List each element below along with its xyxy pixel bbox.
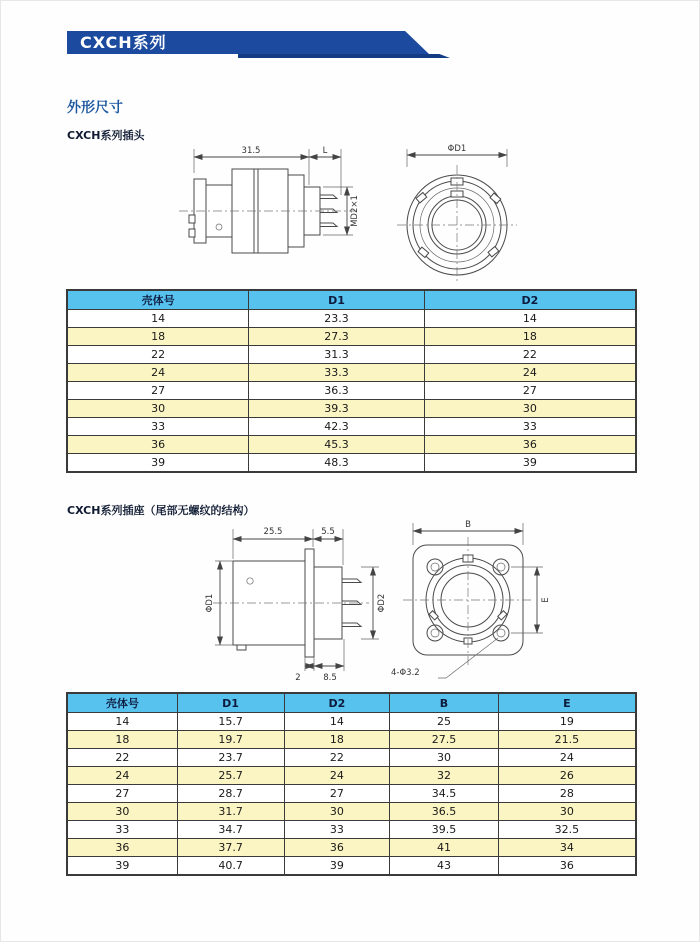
table-cell: 27 [67,382,249,400]
table-cell: 18 [67,328,249,346]
table-cell: 27.5 [390,731,499,749]
socket-dimension-table [66,692,637,876]
table-cell: 36.5 [390,803,499,821]
mount-holes-callout: 4-Φ3.2 [391,668,420,678]
table-row [67,364,636,382]
dim-rear-diameter: ΦD2 [377,593,387,613]
table-cell: 36 [498,857,636,876]
table-cell: 30 [390,749,499,767]
table-cell: 27 [424,382,636,400]
table-cell: 39 [67,454,249,473]
table-row [67,713,636,731]
table-row [67,839,636,857]
dim-hole-span: E [541,597,551,603]
table-cell: 15.7 [177,713,284,731]
table-cell: 18 [424,328,636,346]
table-cell: 45.3 [249,436,425,454]
table-cell: 19 [498,713,636,731]
table-row [67,731,636,749]
plug-dimension-table [66,289,637,473]
table-cell: 34.5 [390,785,499,803]
table-cell: 24 [284,767,390,785]
table-cell: 30 [67,400,249,418]
table-cell: 43 [390,857,499,876]
plug-side-view-drawing [169,139,393,287]
series-banner [67,31,447,59]
table-row [67,400,636,418]
table-cell: 48.3 [249,454,425,473]
column-header: B [390,693,499,713]
table-row [67,328,636,346]
table-cell: 41 [390,839,499,857]
table-cell: 36 [67,436,249,454]
header-row [67,693,636,713]
table-cell: 23.3 [249,310,425,328]
table-cell: 33 [67,821,177,839]
table-cell: 36 [424,436,636,454]
column-header: D1 [249,290,425,310]
plug-front-view-drawing [389,139,529,287]
column-header: D2 [424,290,636,310]
table-row [67,785,636,803]
table-cell: 30 [284,803,390,821]
table-cell: 32.5 [498,821,636,839]
socket-front-view-drawing [383,515,563,691]
table-cell: 30 [498,803,636,821]
socket-section-label: CXCH系列插座（尾部无螺纹的结构） [67,504,255,517]
table-cell: 39.5 [390,821,499,839]
table-cell: 39 [284,857,390,876]
table-cell: 33 [284,821,390,839]
table-row [67,310,636,328]
table-row [67,803,636,821]
table-cell: 14 [67,713,177,731]
table-cell: 28.7 [177,785,284,803]
table-row [67,857,636,876]
table-cell: 21.5 [498,731,636,749]
table-cell: 23.7 [177,749,284,767]
table-cell: 39 [67,857,177,876]
dim-front-diameter2: ΦD1 [205,593,215,613]
table-cell: 26 [498,767,636,785]
table-cell: 36 [67,839,177,857]
table-cell: 18 [284,731,390,749]
dim-flange-size: B [465,520,471,530]
table-row [67,454,636,473]
dim-body-length: 25.5 [263,527,283,537]
dim-front-diameter: ΦD1 [447,144,467,154]
dim-tail-length: L [322,146,328,156]
column-header: 壳体号 [67,693,177,713]
table-cell: 40.7 [177,857,284,876]
table-cell: 22 [424,346,636,364]
column-header: D1 [177,693,284,713]
dim-thread-spec: MD2×1 [350,195,360,227]
dim-collar-length: 8.5 [323,673,337,683]
table-cell: 31.7 [177,803,284,821]
table-cell: 33.3 [249,364,425,382]
table-cell: 25 [390,713,499,731]
dim-total-length: 31.5 [241,146,261,156]
table-row [67,346,636,364]
page-title: CXCH系列 [80,33,167,52]
table-cell: 24 [67,767,177,785]
table-cell: 24 [424,364,636,382]
table-cell: 14 [424,310,636,328]
table-cell: 25.7 [177,767,284,785]
table-cell: 18 [67,731,177,749]
header-row [67,290,636,310]
table-cell: 19.7 [177,731,284,749]
table-cell: 32 [390,767,499,785]
table-row [67,767,636,785]
table-cell: 22 [284,749,390,767]
table-cell: 33 [424,418,636,436]
table-row [67,382,636,400]
dim-tail-length2: 5.5 [321,527,335,537]
table-row [67,418,636,436]
table-cell: 36 [284,839,390,857]
table-cell: 22 [67,749,177,767]
column-header: D2 [284,693,390,713]
column-header: E [498,693,636,713]
table-cell: 30 [424,400,636,418]
table-cell: 34 [498,839,636,857]
table-cell: 27.3 [249,328,425,346]
table-cell: 22 [67,346,249,364]
table-cell: 31.3 [249,346,425,364]
table-cell: 34.7 [177,821,284,839]
table-cell: 37.7 [177,839,284,857]
table-cell: 24 [498,749,636,767]
dim-flange-thickness: 2 [295,673,301,683]
table-cell: 39.3 [249,400,425,418]
table-cell: 24 [67,364,249,382]
table-cell: 36.3 [249,382,425,400]
table-cell: 27 [67,785,177,803]
table-cell: 39 [424,454,636,473]
table-cell: 14 [284,713,390,731]
table-cell: 27 [284,785,390,803]
table-cell: 14 [67,310,249,328]
table-cell: 42.3 [249,418,425,436]
table-row [67,436,636,454]
table-cell: 28 [498,785,636,803]
table-row [67,821,636,839]
table-cell: 33 [67,418,249,436]
column-header: 壳体号 [67,290,249,310]
table-row [67,749,636,767]
table-cell: 30 [67,803,177,821]
socket-side-view-drawing [203,519,395,687]
banner-ribbon-shadow [238,54,450,58]
section-title: 外形尺寸 [67,100,123,116]
plug-section-label: CXCH系列插头 [67,129,145,142]
